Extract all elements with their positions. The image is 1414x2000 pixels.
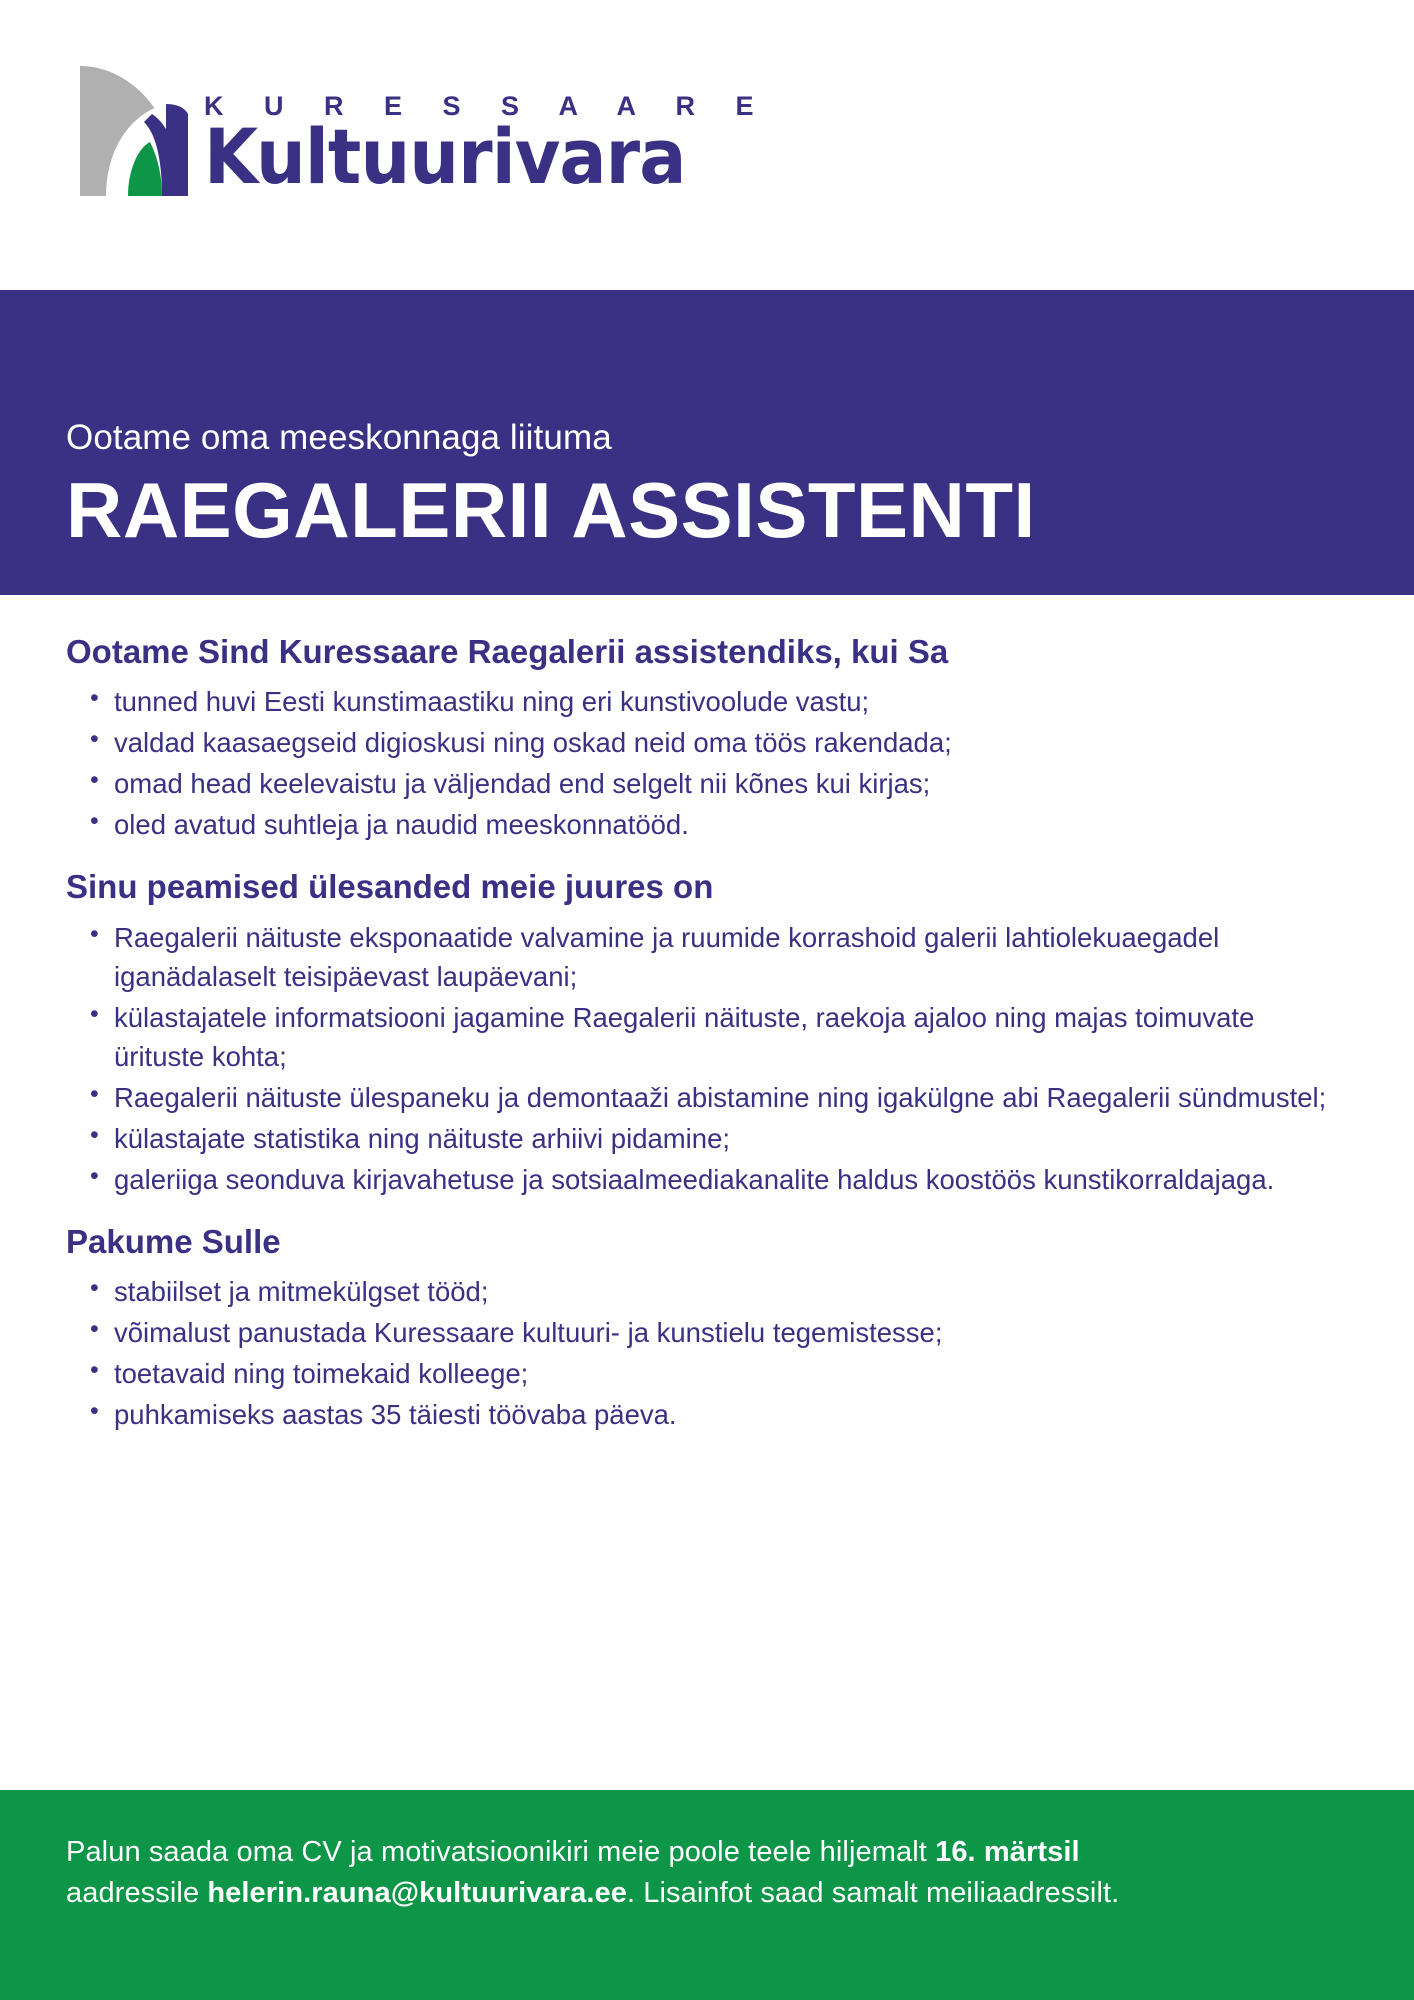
section-heading: Ootame Sind Kuressaare Raegalerii assistendiks, kui Sa — [66, 633, 949, 670]
deadline-date: 16. märtsil — [935, 1836, 1080, 1868]
header-eyebrow: Ootame oma meeskonnaga liituma — [66, 418, 612, 458]
footer-text: Palun saada oma CV ja motivatsioonikiri meie poole teele hiljemalt — [66, 1836, 936, 1868]
footer-line-address — [66, 1873, 1348, 1914]
list-item: • oled avatud suhtleja ja naudid meeskonnatööd. — [66, 805, 1348, 844]
header-band — [0, 290, 1414, 595]
footer-line-deadline — [66, 1832, 1348, 1873]
list-item: • Raegalerii näituste eksponaatide valvamine ja ruumide korrashoid galerii lahtiolekuaegadel iganädalaselt teisipäevast laupäevani; — [66, 918, 1348, 996]
requirements-list — [66, 682, 1348, 844]
content-area — [0, 595, 1414, 1434]
list-item: • külastajate statistika ning näituste arhiivi pidamine; — [66, 1119, 1348, 1158]
list-item: • omad head keelevaistu ja väljendad end selgelt nii kõnes kui kirjas; — [66, 764, 1348, 803]
section-offer — [66, 1221, 1348, 1434]
company-logo — [66, 48, 771, 202]
list-item: • stabiilset ja mitmekülgset tööd; — [66, 1272, 1348, 1311]
list-item: • külastajatele informatsiooni jagamine Raegalerii näituste, raekoja ajaloo ning majas toimuvate ürituste kohta; — [66, 998, 1348, 1076]
list-item: • puhkamiseks aastas 35 täiesti töövaba päeva. — [66, 1395, 1348, 1434]
list-item: • toetavaid ning toimekaid kolleege; — [66, 1354, 1348, 1393]
section-heading: Sinu peamised ülesanded meie juures on — [66, 868, 714, 906]
list-item: • galeriiga seonduva kirjavahetuse ja sotsiaalmeediakanalite haldus koostöös kunstikorraldajaga. — [66, 1160, 1348, 1199]
footer-contact-band — [0, 1790, 1414, 2000]
section-heading: Pakume Sulle — [66, 1223, 281, 1261]
footer-text: . Lisainfot saad samalt meiliaadressilt. — [626, 1877, 1120, 1910]
logo-area — [0, 0, 1414, 290]
kuressaare-kultuurivara-arc-mark — [66, 48, 190, 196]
logo-kuressaare-text: K U R E S S A A R E — [204, 91, 771, 122]
logo-kultuurivara-text: Kultuurivara — [204, 112, 686, 202]
page-title: RAEGALERII ASSISTENTI — [66, 466, 1036, 555]
section-tasks — [66, 866, 1348, 1199]
list-item: • tunned huvi Eesti kunstimaastiku ning eri kunstivoolude vastu; — [66, 682, 1348, 721]
logo-wordmark — [204, 91, 771, 202]
offer-list — [66, 1272, 1348, 1434]
list-item: • valdad kaasaegseid digioskusi ning oskad neid oma töös rakendada; — [66, 723, 1348, 762]
footer-text: aadressile — [66, 1877, 208, 1910]
list-item: • võimalust panustada Kuressaare kultuuri- ja kunstielu tegemistesse; — [66, 1313, 1348, 1352]
list-item: • Raegalerii näituste ülespaneku ja demontaaži abistamine ning igakülgne abi Raegalerii sündmustel; — [66, 1078, 1348, 1117]
tasks-list — [66, 918, 1348, 1199]
contact-email[interactable]: helerin.rauna@kultuurivara.ee — [207, 1877, 627, 1910]
section-requirements — [66, 631, 1348, 844]
